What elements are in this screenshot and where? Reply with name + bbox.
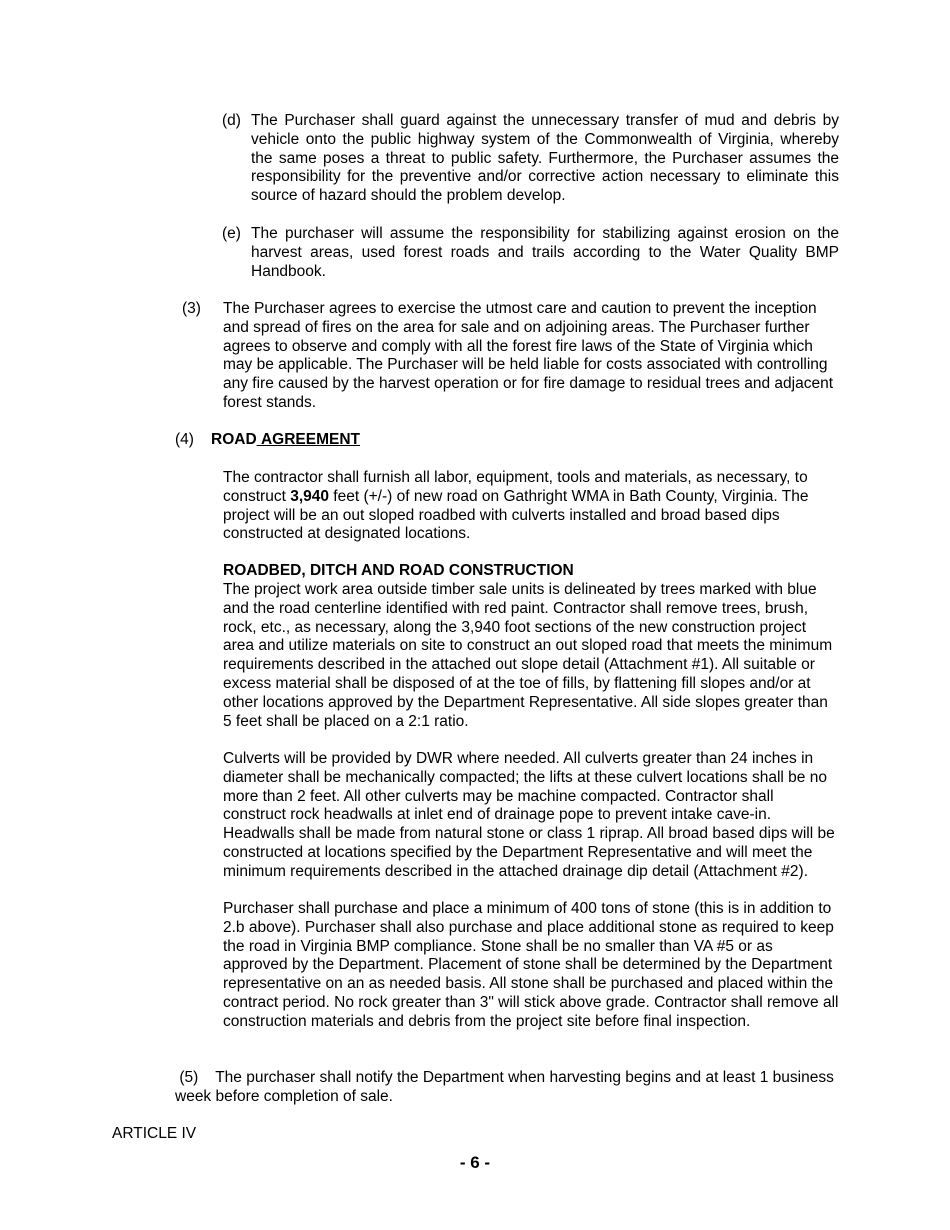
item-3-text: The Purchaser agrees to exercise the utmost care and caution to prevent the inception and spread of fires on the area for sale and on adjoining areas. The Purchaser further agrees to observe and comply with all the forest fire laws of the State of Virginia which may be applicable. The Purchaser will be held liable for costs associated with controlling any fire caused by the harvest operation or for fire damage to residual trees and adjacent forest stands. — [223, 300, 834, 411]
item-4-label: (4) — [175, 431, 194, 448]
item-e-text: The purchaser will assume the responsibility for stabilizing against erosion on the harvest areas, used forest roads and trails according to the Water Quality BMP Handbook. — [251, 225, 839, 280]
road-agreement-intro — [223, 469, 833, 544]
item-5-text: (5) The purchaser shall notify the Department when harvesting begins and at least 1 business week before completion of sale. — [175, 1069, 839, 1105]
heading-agreement: AGREEMENT — [260, 431, 360, 448]
item-d-text: The Purchaser shall guard against the unnecessary transfer of mud and debris by vehicle onto the public highway system of the Commonwealth of Virginia, whereby the same poses a threat to public safety. Furthermore, the Purchaser assumes the responsibility for the preventive and/or corrective action necessary to eliminate this source of hazard should the problem develop. — [251, 112, 839, 205]
construction-para-3: Purchaser shall purchase and place a minimum of 400 tons of stone (this is in addition to 2.b above). Purchaser shall also purchase and place additional stone as required to keep the road in Virginia BMP compliance. Stone shall be no smaller than VA #5 or as approved by the Department. Placement of stone shall be determined by the Department representative on an as needed basis. All stone shall be purchased and placed within the contract period. No rock greater than 3" will stick above grade. Contractor shall remove all construction materials and debris from the project site before final inspection. — [223, 900, 839, 1030]
page-number: - 6 - — [459, 1153, 491, 1172]
item-d-label: (d) — [222, 112, 241, 129]
article-heading: ARTICLE IV — [112, 1125, 197, 1142]
heading-road: ROAD — [211, 431, 257, 448]
construction-para-1: The project work area outside timber sale units is delineated by trees marked with blue and the road centerline identified with red paint. Contractor shall remove trees, brush, rock, etc., as necessary, along the 3,940 foot sections of the new construction project area and utilize materials on site to construct an out sloped road that meets the minimum requirements described in the attached out slope detail (Attachment #1). All suitable or excess material shall be disposed of at the toe of fills, by flattening fill slopes and/or at other locations approved by the Department Representative. All side slopes greater than 5 feet shall be placed on a 2:1 ratio. — [223, 581, 833, 730]
road-agreement-heading — [211, 431, 360, 450]
construction-para-2: Culverts will be provided by DWR where needed. All culverts greater than 24 inches in diameter shall be mechanically compacted; the lifts at these culvert locations shall be no more than 2 feet. All other culverts may be machine compacted. Contractor shall construct rock headwalls at inlet end of drainage pope to prevent intake cave-in. Headwalls shall be made from natural stone or class 1 riprap. All broad based dips will be constructed at locations specified by the Department Representative and will meet the minimum requirements described in the attached drainage dip detail (Attachment #2). — [223, 750, 835, 880]
construction-subheading: ROADBED, DITCH AND ROAD CONSTRUCTION — [223, 562, 574, 579]
item-3-label: (3) — [182, 300, 201, 317]
intro-road-length: 3,940 — [290, 487, 329, 505]
intro-text-after: feet (+/-) of new road on Gathright WMA in Bath County, Virginia. The project will be an out sloped roadbed with culverts installed and broad based dips constructed at designated locations. — [223, 487, 809, 543]
intro-text-before: The contractor shall furnish all labor, equipment, tools and materials, as necessary, to construct — [223, 469, 808, 505]
item-e-label: (e) — [222, 225, 241, 242]
